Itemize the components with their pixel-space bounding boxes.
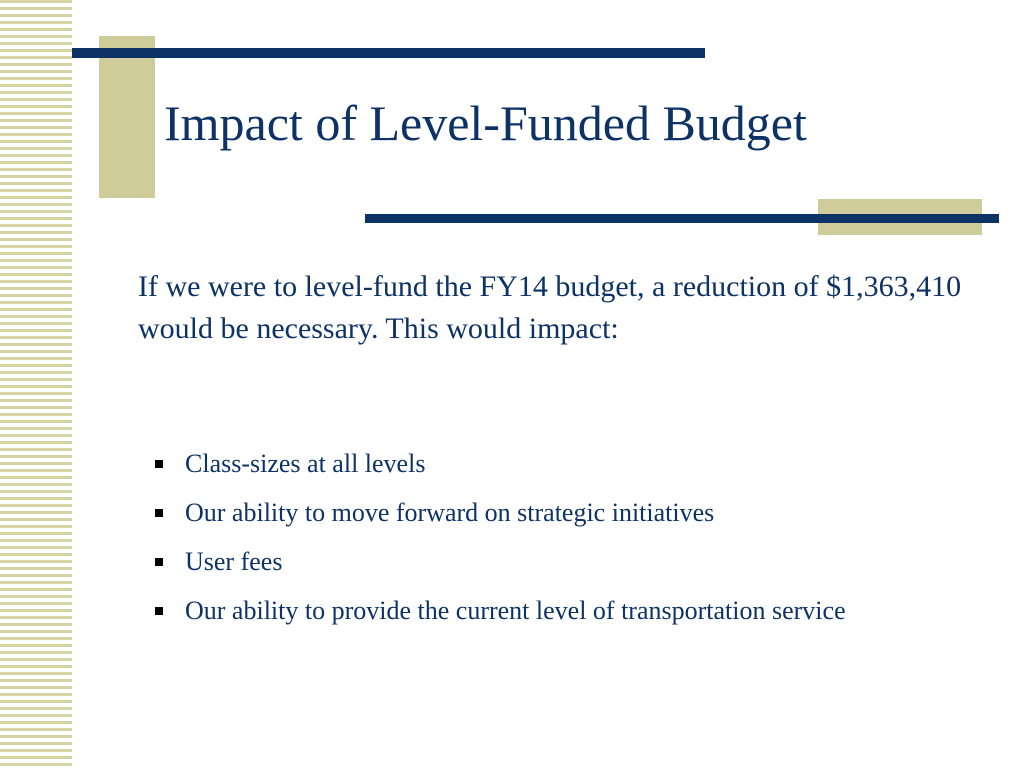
- bullet-item: [150, 445, 990, 483]
- bullet-item: [150, 543, 990, 581]
- square-bullet-icon: [155, 558, 163, 566]
- square-bullet-icon: [155, 460, 163, 468]
- bullet-text: Our ability to move forward on strategic initiatives: [185, 498, 715, 527]
- bullet-item: [150, 494, 990, 532]
- left-striped-border: [0, 0, 72, 768]
- bullet-text: Class-sizes at all levels: [185, 449, 426, 478]
- bullet-text: User fees: [185, 547, 283, 576]
- slide-title: Impact of Level-Funded Budget: [164, 95, 807, 151]
- decorative-navy-bar-top: [72, 48, 705, 58]
- square-bullet-icon: [155, 509, 163, 517]
- impact-bullet-list: [150, 445, 990, 641]
- square-bullet-icon: [155, 607, 163, 615]
- bullet-text: Our ability to provide the current level of transportation service: [185, 596, 846, 625]
- decorative-navy-bar-bottom-overlay: [818, 214, 999, 223]
- decorative-khaki-block-left: [99, 36, 155, 198]
- intro-paragraph: If we were to level-fund the FY14 budget, a reduction of $1,363,410 would be necessary. This would impact:: [138, 270, 962, 345]
- bullet-item: [150, 592, 990, 630]
